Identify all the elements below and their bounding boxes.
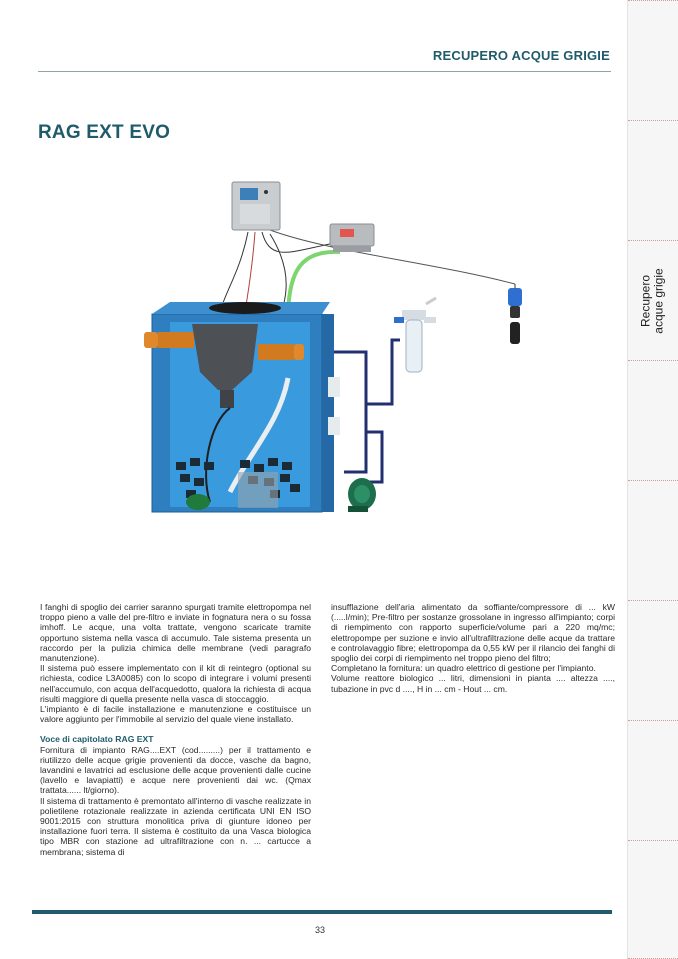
tab-divider bbox=[628, 360, 678, 361]
greywater-system-illustration bbox=[130, 172, 550, 567]
body-text-right bbox=[331, 602, 615, 694]
side-tab-active[interactable] bbox=[628, 242, 678, 360]
page-number: 33 bbox=[315, 925, 326, 935]
section-title: RECUPERO ACQUE GRIGIE bbox=[432, 48, 610, 63]
product-title: RAG EXT EVO bbox=[38, 122, 171, 143]
body-paragraph: Il sistema di trattamento è premontato all'interno di vasche realizzate in polietilene rotazionale realizzate in azienda certificata UNI EN ISO 9001:2015 con struttura monolitica priva di giunture idoneo per installazione fuori terra. Il sistema è costituito da una Vasca biologica tipo MBR con stazione ad ultrafiltrazione con n. ... cartucce a membrana; sistema di bbox=[40, 795, 311, 857]
body-paragraph: I fanghi di spoglio dei carrier saranno spurgati tramite elettropompa nel troppo pieno a valle del pre-filtro e inviate in fognatura nera o su fossa imhoff. Le acque, una volta trattate, vengono scaricate tramite opportuno sistema nella vasca di accumulo. Tale sistema presenta un raccordo per la pulizia chimica delle membrane (vedi paragrafo manutenzione). bbox=[40, 602, 311, 664]
body-paragraph: insufflazione dell'aria alimentato da soffiante/compressore di ... kW (.....l/min); Pre-filtro per sostanze grossolane in ingresso all'impianto; corpi di riempimento con rapporto superficie/volume pari a 220 mq/mc; elettropompe per suzione e invio all'ultrafiltrazione delle acque da trattare e controlavaggio fibre; elettropompa da 0,55 kW per il rilancio dei fanghi di spoglio dei corpi di riempimento nel troppo pieno del filtro; bbox=[331, 602, 615, 664]
side-tab-label-line2: acque grigie bbox=[652, 268, 667, 334]
voce-di-capitolato-heading: Voce di capitolato RAG EXT bbox=[40, 734, 154, 745]
tab-divider bbox=[628, 240, 678, 241]
body-paragraph: Il sistema può essere implementato con il kit di reintegro (optional su richiesta, codice L3A0085) con lo scopo di integrare i volumi presenti nell'accumulo, con acqua dell'acquedotto, qualora la richiesta di acqua risulti maggiore di quella presente nella vasca di stoccaggio. bbox=[40, 663, 311, 704]
tab-divider bbox=[628, 0, 678, 1]
tab-divider bbox=[628, 120, 678, 121]
body-paragraph: Fornitura di impianto RAG....EXT (cod.........) per il trattamento e riutilizzo delle acque grigie provenienti da docce, vasche da bagno, lavandini e lavatrici ad esclusione delle acque provenienti dalle cucine (lavello e lavapiatti) e acque nere provenienti dai wc. (Qmax trattata...... lt/giorno). bbox=[40, 744, 311, 796]
tab-divider bbox=[628, 720, 678, 721]
side-tab-label bbox=[640, 268, 666, 333]
body-text-left bbox=[40, 602, 311, 857]
side-tab-label-line1: Recupero bbox=[639, 274, 654, 328]
tab-divider bbox=[628, 840, 678, 841]
body-paragraph: Volume reattore biologico ... litri, dimensioni in pianta .... altezza ...., tubazione in pvc d ...., H in ... cm - Hout ... cm. bbox=[331, 673, 615, 694]
tab-divider bbox=[628, 480, 678, 481]
footer-divider bbox=[32, 910, 612, 914]
body-paragraph: L'impianto è di facile installazione e manutenzione e costituisce un valore aggiunto per l'immobile al servizio del quale viene installato. bbox=[40, 704, 311, 725]
tab-divider bbox=[628, 600, 678, 601]
header-divider bbox=[38, 71, 611, 72]
body-paragraph: Completano la fornitura: un quadro elettrico di gestione per l'impianto. bbox=[331, 663, 596, 674]
